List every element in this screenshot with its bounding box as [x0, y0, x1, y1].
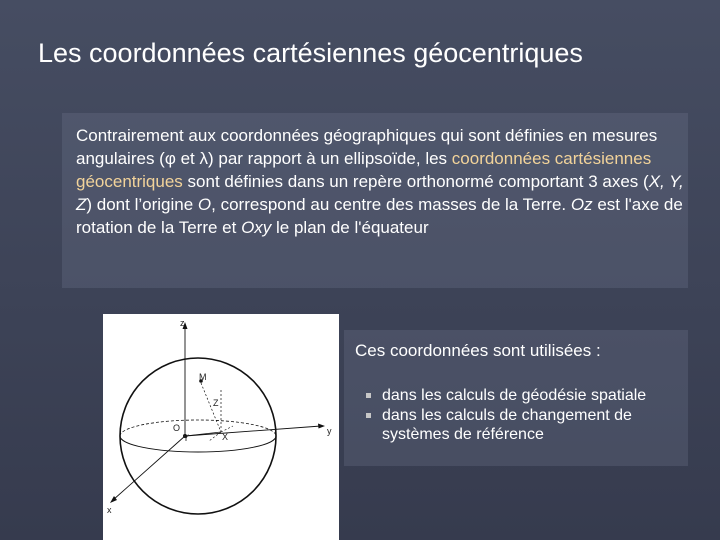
uses-list: [362, 386, 682, 445]
equator-front: [120, 436, 276, 452]
intro-paragraph: [76, 124, 686, 239]
label-point-m: M: [199, 372, 207, 382]
label-origin: O: [173, 423, 181, 433]
list-item-text: dans les calculs de géodésie spatiale: [382, 387, 647, 404]
diagram-svg: [103, 314, 339, 540]
uses-heading: Ces coordonnées sont utilisées :: [355, 341, 601, 360]
geocentric-diagram: [103, 314, 339, 540]
label-y-axis: y: [327, 426, 332, 436]
intro-text-1: Contrairement aux coordonnées géographiques qui sont définies en mesures angulaires (φ et λ) par rapport à un ellipsoïde, les: [76, 126, 658, 168]
label-x-axis: x: [107, 505, 112, 515]
page-title: Les coordonnées cartésiennes géocentriques: [38, 38, 583, 68]
label-y-coord: Y: [183, 433, 190, 443]
label-x-coord: X: [222, 432, 229, 442]
list-item-text: dans les calculs de changement de systèmes de référence: [382, 407, 632, 443]
intro-origin: O: [197, 195, 212, 214]
label-z-axis: z: [180, 318, 185, 328]
equator-back: [120, 420, 276, 436]
intro-highlight: coordonnées cartésiennes géocentriques: [76, 149, 652, 191]
x-axis-line: [113, 436, 185, 500]
intro-oz: Oz: [570, 195, 593, 214]
intro-text-6: le plan de l'équateur: [271, 218, 429, 237]
bullet-square-icon: [366, 393, 371, 398]
sphere-outline: [120, 358, 276, 514]
intro-oxy: Oxy: [241, 218, 272, 237]
intro-text-4: , correspond au centre des masses de la Terre.: [211, 195, 571, 214]
label-z-coord: Z: [213, 398, 219, 408]
y-axis-arrow: [318, 424, 325, 429]
intro-axes: X, Y, Z: [76, 172, 684, 214]
intro-text-5: est l'axe de rotation de la Terre et: [76, 195, 683, 237]
bullet-square-icon: [366, 413, 371, 418]
list-item: [362, 406, 682, 444]
list-item: [362, 386, 682, 405]
y-axis-line: [185, 426, 321, 436]
intro-text-2: sont définies dans un repère orthonormé comportant 3 axes (: [182, 172, 649, 191]
intro-text-3: ) dont l’origine: [86, 195, 198, 214]
